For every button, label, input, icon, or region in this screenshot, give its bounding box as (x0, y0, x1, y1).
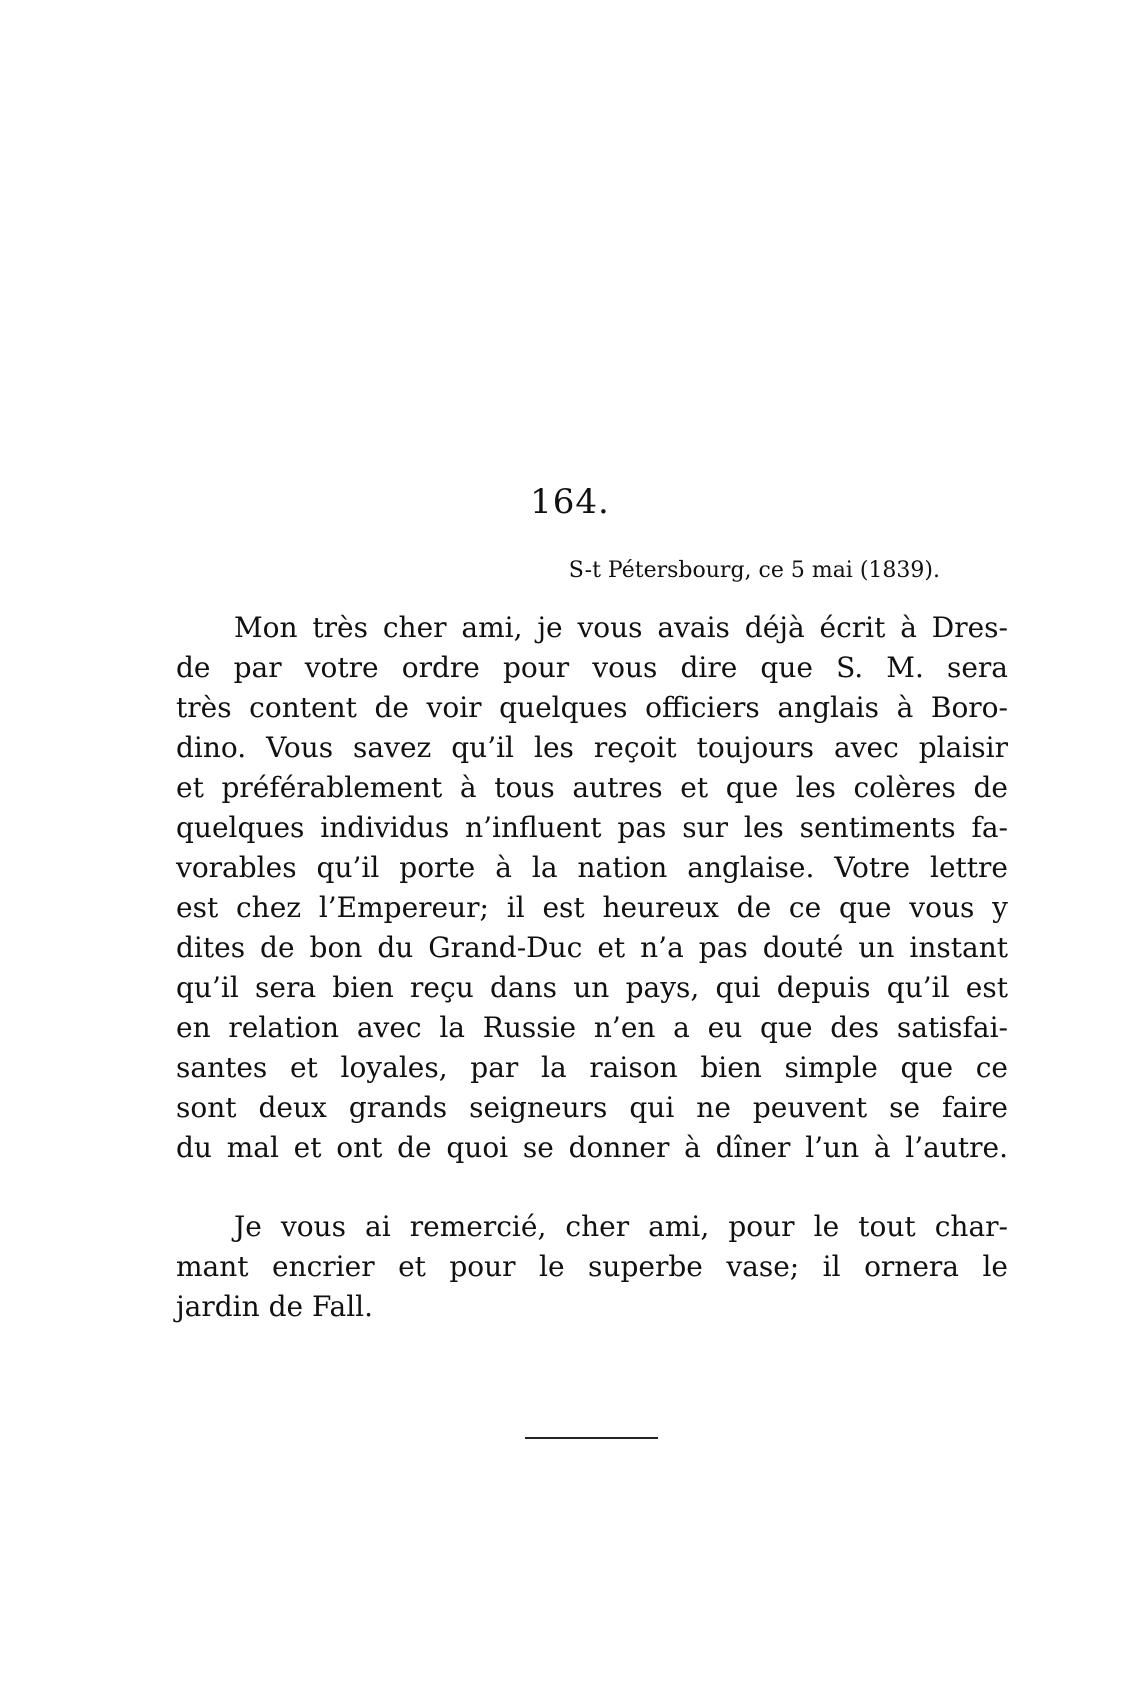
text-line: très content de voir quelques officiers anglais à Boro- (176, 691, 1008, 724)
text-line: quelques individus n’influent pas sur les sentiments fa- (176, 811, 1008, 844)
text-line: Je vous ai remercié, cher ami, pour le tout char- (234, 1210, 1008, 1243)
text-line: qu’il sera bien reçu dans un pays, qui depuis qu’il est (176, 971, 1008, 1004)
text-line: vorables qu’il porte à la nation anglaise. Votre lettre (176, 851, 1008, 884)
text-line: en relation avec la Russie n’en a eu que des satisfai- (176, 1011, 1008, 1044)
dateline: S-t Pétersbourg, ce 5 mai (1839). (568, 558, 940, 583)
paragraph-1 (176, 608, 1008, 1168)
text-line: sont deux grands seigneurs qui ne peuvent se faire (176, 1091, 1008, 1124)
closing-rule (525, 1437, 658, 1439)
text-line: du mal et ont de quoi se donner à dîner l’un à l’autre. (176, 1131, 1008, 1164)
text-line: dino. Vous savez qu’il les reçoit toujours avec plaisir (176, 731, 1008, 764)
paragraph-2 (176, 1207, 1008, 1327)
text-line: dites de bon du Grand-Duc et n’a pas douté un instant (176, 931, 1008, 964)
text-line: est chez l’Empereur; il est heureux de ce que vous y (176, 891, 1008, 924)
text-line: de par votre ordre pour vous dire que S. M. sera (176, 651, 1008, 684)
text-line: mant encrier et pour le superbe vase; il ornera le (176, 1250, 1008, 1283)
letter-number: 164. (530, 482, 610, 522)
text-line: et préférablement à tous autres et que les colères de (176, 771, 1008, 804)
text-line: Mon très cher ami, je vous avais déjà écrit à Dres- (234, 611, 1008, 644)
text-line: jardin de Fall. (176, 1290, 373, 1323)
text-line: santes et loyales, par la raison bien simple que ce (176, 1051, 1008, 1084)
